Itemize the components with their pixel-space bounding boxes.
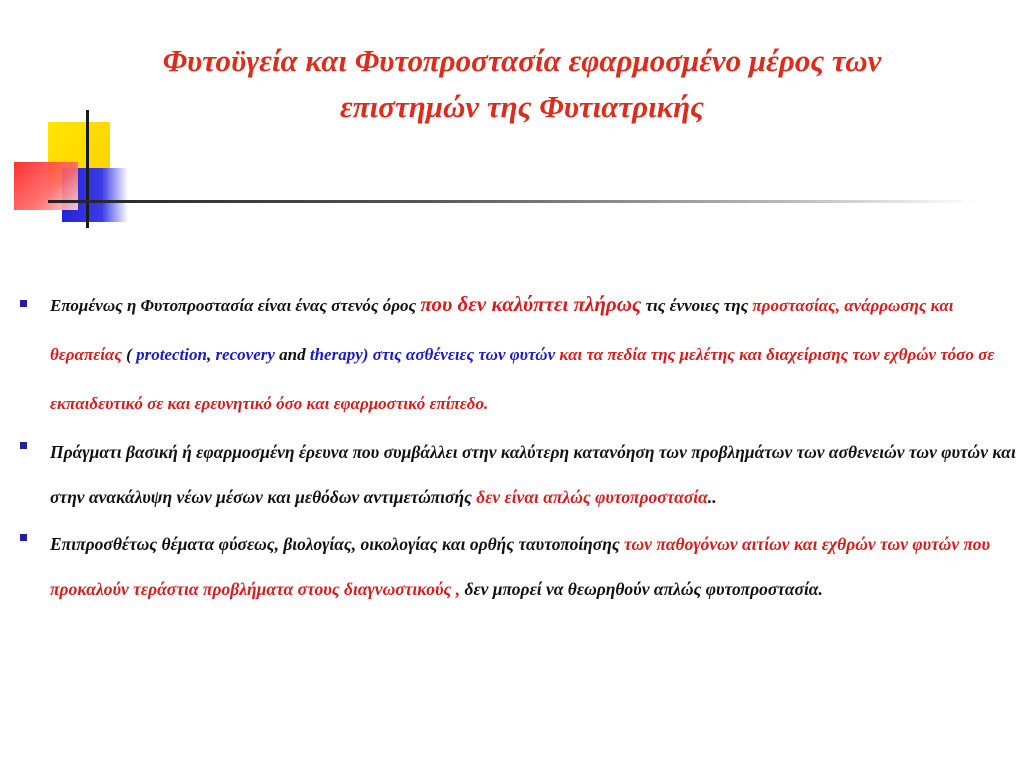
text-span: δεν μπορεί να θεωρηθούν απλώς φυτοπροστασία. xyxy=(460,579,823,599)
text-span: , xyxy=(206,345,216,364)
text-span: Επιπροσθέτως θέματα φύσεως, βιολογίας, οικολογίας και ορθής ταυτοποίησης xyxy=(50,534,624,554)
bullet-list xyxy=(20,280,1016,616)
text-span: and xyxy=(274,345,310,364)
highlight-span: προστασίας, ανάρρωσης και θεραπείας xyxy=(50,296,954,364)
text-span: τις έννοιες της xyxy=(641,296,753,315)
bullet-item-3 xyxy=(20,522,1016,612)
horizontal-rule xyxy=(48,200,978,203)
bullet-text-3 xyxy=(50,522,1016,612)
square-bullet-icon xyxy=(20,300,27,307)
slide-title xyxy=(40,38,1004,130)
bullet-text-1 xyxy=(50,280,1016,428)
highlight-span: που δεν καλύπτει πλήρως xyxy=(420,292,642,316)
text-span: .. xyxy=(707,487,717,507)
square-bullet-icon xyxy=(20,442,27,449)
text-span: Επομένως η Φυτοπροστασία είναι ένας στενός όρος xyxy=(50,296,421,315)
highlight-span: των παθογόνων αιτίων και εχθρών των φυτών που προκαλούν τεράστια προβλήματα στους διαγνωστικούς , xyxy=(50,534,991,599)
english-term: therapy) στις ασθένειες των φυτών xyxy=(309,345,556,364)
text-span: Πράγματι βασική ή εφαρμοσμένη έρευνα που συμβάλλει στην καλύτερη κατανόηση των προβλημάτων των ασθενειών των φυτών και στην ανακάλυψη νέων μέσων και μεθόδων αντιμετώπισής xyxy=(50,442,1016,507)
vertical-line xyxy=(86,110,89,228)
highlight-span: και τα πεδία της μελέτης και διαχείρισης των εχθρών τόσο σε εκπαιδευτικό σε και ερευνητικό όσο και εφαρμοστικό επίπεδο. xyxy=(50,345,995,413)
english-term: recovery xyxy=(215,345,275,364)
title-line-2: επιστημών της Φυτιατρικής xyxy=(339,89,704,124)
english-term: protection xyxy=(136,345,207,364)
bullet-item-1 xyxy=(20,280,1016,428)
text-span: ( xyxy=(121,345,137,364)
square-bullet-icon xyxy=(20,534,27,541)
title-line-1: Φυτοϋγεία και Φυτοπροστασία εφαρμοσμένο μέρος των xyxy=(162,43,882,78)
bullet-text-2 xyxy=(50,430,1016,520)
highlight-span: δεν είναι απλώς φυτοπροστασία xyxy=(476,487,708,507)
bullet-item-2 xyxy=(20,430,1016,520)
